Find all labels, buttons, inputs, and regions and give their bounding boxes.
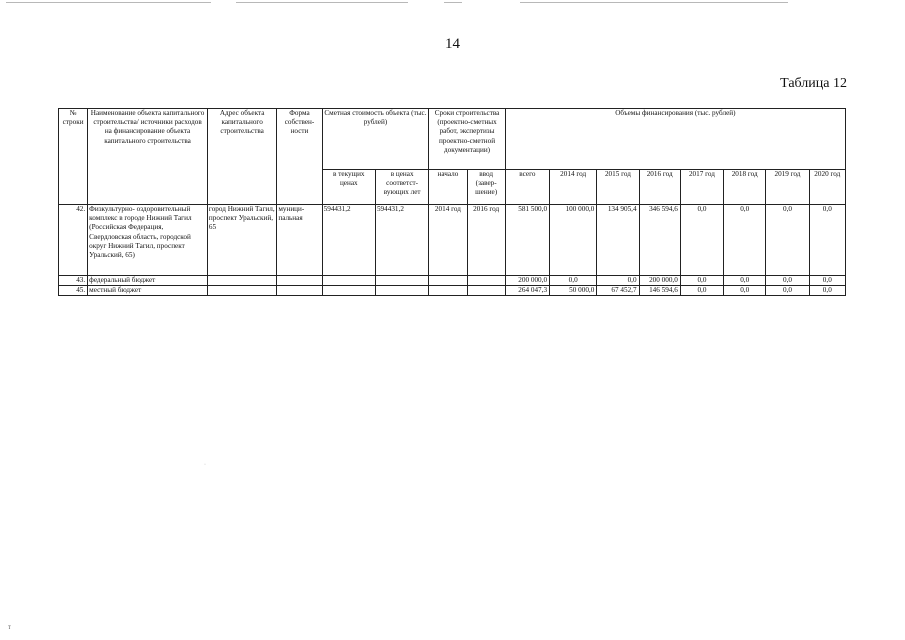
table-header-row xyxy=(59,109,846,170)
header-funding-volumes: Объемы финансирования (тыс. рублей) xyxy=(505,109,845,170)
row-2015: 134 905,4 xyxy=(597,205,639,276)
header-address: Адрес объекта капитального строительства xyxy=(207,109,276,205)
row-current-prices: 594431,2 xyxy=(322,205,375,276)
row-year-prices xyxy=(375,286,428,296)
header-year-2014: 2014 год xyxy=(550,170,597,205)
row-2016: 200 000,0 xyxy=(639,276,680,286)
scan-edge-line xyxy=(444,2,462,3)
table-caption: Таблица 12 xyxy=(780,76,847,91)
table-row xyxy=(59,205,846,276)
header-construction-terms: Сроки строительства (проектно-сметных работ, экспертизы проектно-сметной документации) xyxy=(429,109,505,170)
financing-table xyxy=(58,108,846,296)
header-completion: ввод (завер- шение) xyxy=(467,170,505,205)
row-current-prices xyxy=(322,286,375,296)
row-2020: 0,0 xyxy=(809,286,845,296)
row-total: 581 500,0 xyxy=(505,205,549,276)
header-row-no: № строки xyxy=(59,109,88,205)
row-2017: 0,0 xyxy=(680,276,723,286)
row-year-prices: 594431,2 xyxy=(375,205,428,276)
row-completion xyxy=(467,286,505,296)
header-year-2016: 2016 год xyxy=(639,170,680,205)
row-2020: 0,0 xyxy=(809,276,845,286)
table-row xyxy=(59,276,846,286)
row-number: 45. xyxy=(59,286,88,296)
row-completion xyxy=(467,276,505,286)
row-2018: 0,0 xyxy=(724,205,766,276)
row-2014: 100 000,0 xyxy=(550,205,597,276)
row-start: 2014 год xyxy=(429,205,467,276)
scan-speck: · xyxy=(204,462,206,468)
row-2019: 0,0 xyxy=(766,286,809,296)
header-year-2019: 2019 год xyxy=(766,170,809,205)
header-current-prices: в текущих ценах xyxy=(322,170,375,205)
row-address: город Нижний Тагил, проспект Уральский, 65 xyxy=(207,205,276,276)
scan-edge-line xyxy=(6,2,211,3)
row-object-name: Физкультурно- оздоровительный комплекс в городе Нижний Тагил (Российская Федерация, Свердловская область, городской округ Нижний Тагил, проспект Уральский, 65) xyxy=(88,205,208,276)
row-2017: 0,0 xyxy=(680,205,723,276)
row-start xyxy=(429,286,467,296)
row-2017: 0,0 xyxy=(680,286,723,296)
table-row xyxy=(59,286,846,296)
scan-edge-line xyxy=(236,2,408,3)
row-2019: 0,0 xyxy=(766,205,809,276)
header-year-2020: 2020 год xyxy=(809,170,845,205)
header-start: начало xyxy=(429,170,467,205)
row-object-name: местный бюджет xyxy=(88,286,208,296)
row-total: 264 047,3 xyxy=(505,286,549,296)
row-ownership: муници- пальная xyxy=(277,205,322,276)
row-2015: 67 452,7 xyxy=(597,286,639,296)
row-current-prices xyxy=(322,276,375,286)
row-2019: 0,0 xyxy=(766,276,809,286)
row-total: 200 000,0 xyxy=(505,276,549,286)
header-year-prices: в ценах соответст- вующих лет xyxy=(375,170,428,205)
row-2014: 50 000,0 xyxy=(550,286,597,296)
header-year-2018: 2018 год xyxy=(724,170,766,205)
row-ownership xyxy=(277,276,322,286)
page-number: 14 xyxy=(445,36,460,52)
row-2016: 346 594,6 xyxy=(639,205,680,276)
row-number: 42. xyxy=(59,205,88,276)
header-ownership: Форма собствен- ности xyxy=(277,109,322,205)
scan-speck: ᵀ xyxy=(8,624,11,633)
row-year-prices xyxy=(375,276,428,286)
row-2018: 0,0 xyxy=(724,276,766,286)
header-estimated-cost: Сметная стоимость объекта (тыс. рублей) xyxy=(322,109,429,170)
header-year-2017: 2017 год xyxy=(680,170,723,205)
row-2020: 0,0 xyxy=(809,205,845,276)
row-2015: 0,0 xyxy=(597,276,639,286)
row-address xyxy=(207,276,276,286)
row-address xyxy=(207,286,276,296)
row-number: 43. xyxy=(59,276,88,286)
row-2014: 0,0 xyxy=(550,276,597,286)
header-object-name: Наименование объекта капитального строительства/ источники расходов на финансирование объекта капитального строительства xyxy=(88,109,208,205)
row-object-name: федеральный бюджет xyxy=(88,276,208,286)
row-completion: 2016 год xyxy=(467,205,505,276)
row-2018: 0,0 xyxy=(724,286,766,296)
row-ownership xyxy=(277,286,322,296)
header-year-2015: 2015 год xyxy=(597,170,639,205)
row-start xyxy=(429,276,467,286)
row-2016: 146 594,6 xyxy=(639,286,680,296)
scan-edge-line xyxy=(520,2,788,3)
header-total: всего xyxy=(505,170,549,205)
